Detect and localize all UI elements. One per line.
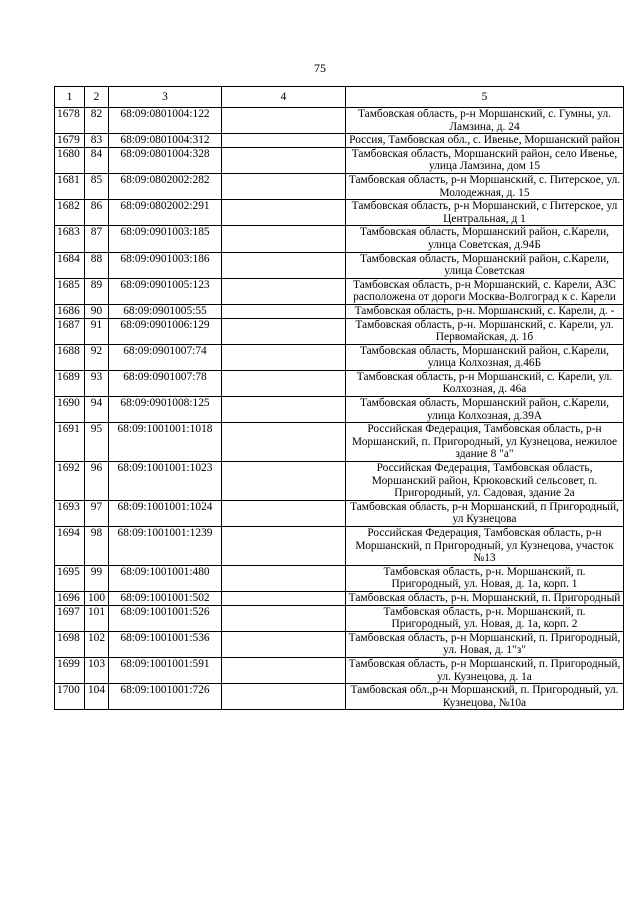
row-number-cell: 88 [85,252,109,278]
row-index-cell: 1683 [55,226,85,252]
row-number-cell: 99 [85,565,109,591]
row-index-cell: 1695 [55,565,85,591]
extra-info-cell [222,527,346,566]
row-number-cell: 86 [85,200,109,226]
row-number-cell: 97 [85,500,109,526]
row-index-cell: 1681 [55,173,85,199]
extra-info-cell [222,278,346,304]
table-row [55,318,624,344]
row-number-cell: 82 [85,108,109,134]
row-index-cell: 1687 [55,318,85,344]
land-registry-table [54,86,624,710]
cadastral-number-cell: 68:09:0801004:328 [109,147,222,173]
extra-info-cell [222,252,346,278]
extra-info-cell [222,173,346,199]
cadastral-number-cell: 68:09:1001001:1023 [109,462,222,501]
extra-info-cell [222,631,346,657]
address-cell: Тамбовская область, Моршанский район, с.Карели, улица Колхозная, д.39А [346,397,624,423]
row-number-cell: 95 [85,423,109,462]
extra-info-cell [222,605,346,631]
cadastral-number-cell: 68:09:0901006:129 [109,318,222,344]
column-header: 1 [55,87,85,108]
row-number-cell: 84 [85,147,109,173]
address-cell: Тамбовская область, р-н. Моршанский, с. Карели, ул. Первомайская, д. 1б [346,318,624,344]
row-number-cell: 104 [85,684,109,710]
cadastral-number-cell: 68:09:1001001:480 [109,565,222,591]
table-body [55,108,624,710]
address-cell: Российская Федерация, Тамбовская область, р-н Моршанский, п. Пригородный, ул Кузнецова, нежилое здание 8 "а" [346,423,624,462]
row-number-cell: 94 [85,397,109,423]
table-row [55,252,624,278]
address-cell: Тамбовская область, р-н. Моршанский, п. Пригородный [346,591,624,605]
cadastral-number-cell: 68:09:0801004:312 [109,134,222,148]
row-number-cell: 83 [85,134,109,148]
page-number: 75 [314,61,326,75]
table-row [55,370,624,396]
table-row [55,397,624,423]
table-row [55,605,624,631]
row-index-cell: 1700 [55,684,85,710]
address-cell: Тамбовская область, р-н Моршанский, с. Гумны, ул. Ламзина, д. 24 [346,108,624,134]
row-index-cell: 1680 [55,147,85,173]
row-number-cell: 100 [85,591,109,605]
row-index-cell: 1694 [55,527,85,566]
row-number-cell: 103 [85,657,109,683]
address-cell: Россия, Тамбовская обл., с. Ивенье, Моршанский район [346,134,624,148]
table-row [55,527,624,566]
cadastral-number-cell: 68:09:0802002:291 [109,200,222,226]
address-cell: Тамбовская область, р-н Моршанский, п. Пригородный, ул. Кузнецова, д. 1а [346,657,624,683]
address-cell: Тамбовская область, р-н Моршанский, п Пригородный, ул Кузнецова [346,500,624,526]
cadastral-number-cell: 68:09:0901003:186 [109,252,222,278]
table-row [55,108,624,134]
row-number-cell: 102 [85,631,109,657]
row-index-cell: 1684 [55,252,85,278]
cadastral-number-cell: 68:09:1001001:1239 [109,527,222,566]
table-row [55,200,624,226]
cadastral-number-cell: 68:09:1001001:536 [109,631,222,657]
address-cell: Тамбовская область, р-н. Моршанский, п. Пригородный, ул. Новая, д. 1а, корп. 2 [346,605,624,631]
cadastral-number-cell: 68:09:0901007:74 [109,344,222,370]
row-index-cell: 1698 [55,631,85,657]
cadastral-number-cell: 68:09:0801004:122 [109,108,222,134]
extra-info-cell [222,344,346,370]
address-cell: Тамбовская область, р-н Моршанский, с Питерское, ул Центральная, д 1 [346,200,624,226]
column-header: 4 [222,87,346,108]
extra-info-cell [222,304,346,318]
cadastral-number-cell: 68:09:0901005:55 [109,304,222,318]
cadastral-number-cell: 68:09:0901005:123 [109,278,222,304]
address-cell: Тамбовская область, Моршанский район, с.Карели, улица Советская [346,252,624,278]
table-row [55,684,624,710]
extra-info-cell [222,134,346,148]
extra-info-cell [222,657,346,683]
extra-info-cell [222,500,346,526]
table-row [55,147,624,173]
cadastral-number-cell: 68:09:1001001:1024 [109,500,222,526]
extra-info-cell [222,684,346,710]
row-index-cell: 1696 [55,591,85,605]
cadastral-number-cell: 68:09:1001001:526 [109,605,222,631]
address-cell: Тамбовская область, р-н Моршанский, с. Питерское, ул. Молодежная, д. 15 [346,173,624,199]
row-number-cell: 92 [85,344,109,370]
row-index-cell: 1691 [55,423,85,462]
table-row [55,500,624,526]
row-number-cell: 101 [85,605,109,631]
cadastral-number-cell: 68:09:0901007:78 [109,370,222,396]
row-index-cell: 1692 [55,462,85,501]
row-index-cell: 1699 [55,657,85,683]
address-cell: Российская Федерация, Тамбовская область, Моршанский район, Крюковский сельсовет, п. Пригородный, ул. Садовая, здание 2а [346,462,624,501]
row-index-cell: 1693 [55,500,85,526]
row-number-cell: 98 [85,527,109,566]
row-number-cell: 96 [85,462,109,501]
address-cell: Тамбовская область, Моршанский район, село Ивенье, улица Ламзина, дом 15 [346,147,624,173]
address-cell: Тамбовская область, р-н. Моршанский, с. Карели, д. - [346,304,624,318]
extra-info-cell [222,423,346,462]
extra-info-cell [222,147,346,173]
row-number-cell: 89 [85,278,109,304]
extra-info-cell [222,397,346,423]
table-row [55,657,624,683]
cadastral-number-cell: 68:09:0901003:185 [109,226,222,252]
row-index-cell: 1690 [55,397,85,423]
table-row [55,134,624,148]
row-index-cell: 1685 [55,278,85,304]
row-number-cell: 91 [85,318,109,344]
cadastral-number-cell: 68:09:1001001:591 [109,657,222,683]
address-cell: Тамбовская область, Моршанский район, с.Карели, улица Колхозная, д.46Б [346,344,624,370]
cadastral-number-cell: 68:09:1001001:1018 [109,423,222,462]
table-row [55,173,624,199]
row-index-cell: 1689 [55,370,85,396]
table-row [55,304,624,318]
row-index-cell: 1679 [55,134,85,148]
column-header: 3 [109,87,222,108]
row-index-cell: 1678 [55,108,85,134]
row-index-cell: 1686 [55,304,85,318]
extra-info-cell [222,370,346,396]
column-header: 2 [85,87,109,108]
extra-info-cell [222,591,346,605]
table-row [55,226,624,252]
table-row [55,344,624,370]
table-row [55,423,624,462]
row-index-cell: 1682 [55,200,85,226]
cadastral-number-cell: 68:09:1001001:502 [109,591,222,605]
cadastral-number-cell: 68:09:1001001:726 [109,684,222,710]
address-cell: Тамбовская область, р-н Моршанский, с. Карели, АЗС расположена от дороги Москва-Волгоград к с. Карели [346,278,624,304]
extra-info-cell [222,318,346,344]
table-row [55,565,624,591]
extra-info-cell [222,462,346,501]
extra-info-cell [222,200,346,226]
table-row [55,462,624,501]
row-number-cell: 87 [85,226,109,252]
table-row [55,591,624,605]
address-cell: Тамбовская область, р-н Моршанский, с. Карели, ул. Колхозная, д. 46а [346,370,624,396]
address-cell: Российская Федерация, Тамбовская область, р-н Моршанский, п Пригородный, ул Кузнецова, участок №13 [346,527,624,566]
extra-info-cell [222,226,346,252]
address-cell: Тамбовская область, Моршанский район, с.Карели, улица Советская, д.94Б [346,226,624,252]
table-header-row [55,87,624,108]
cadastral-number-cell: 68:09:0901008:125 [109,397,222,423]
table-row [55,278,624,304]
row-index-cell: 1697 [55,605,85,631]
row-number-cell: 93 [85,370,109,396]
column-header: 5 [346,87,624,108]
extra-info-cell [222,108,346,134]
row-number-cell: 90 [85,304,109,318]
row-number-cell: 85 [85,173,109,199]
cadastral-number-cell: 68:09:0802002:282 [109,173,222,199]
address-cell: Тамбовская область, р-н. Моршанский, п. Пригородный, ул. Новая, д. 1а, корп. 1 [346,565,624,591]
address-cell: Тамбовская область, р-н Моршанский, п. Пригородный, ул. Новая, д. 1"з" [346,631,624,657]
table-row [55,631,624,657]
address-cell: Тамбовская обл.,р-н Моршанский, п. Пригородный, ул. Кузнецова, №10а [346,684,624,710]
extra-info-cell [222,565,346,591]
row-index-cell: 1688 [55,344,85,370]
